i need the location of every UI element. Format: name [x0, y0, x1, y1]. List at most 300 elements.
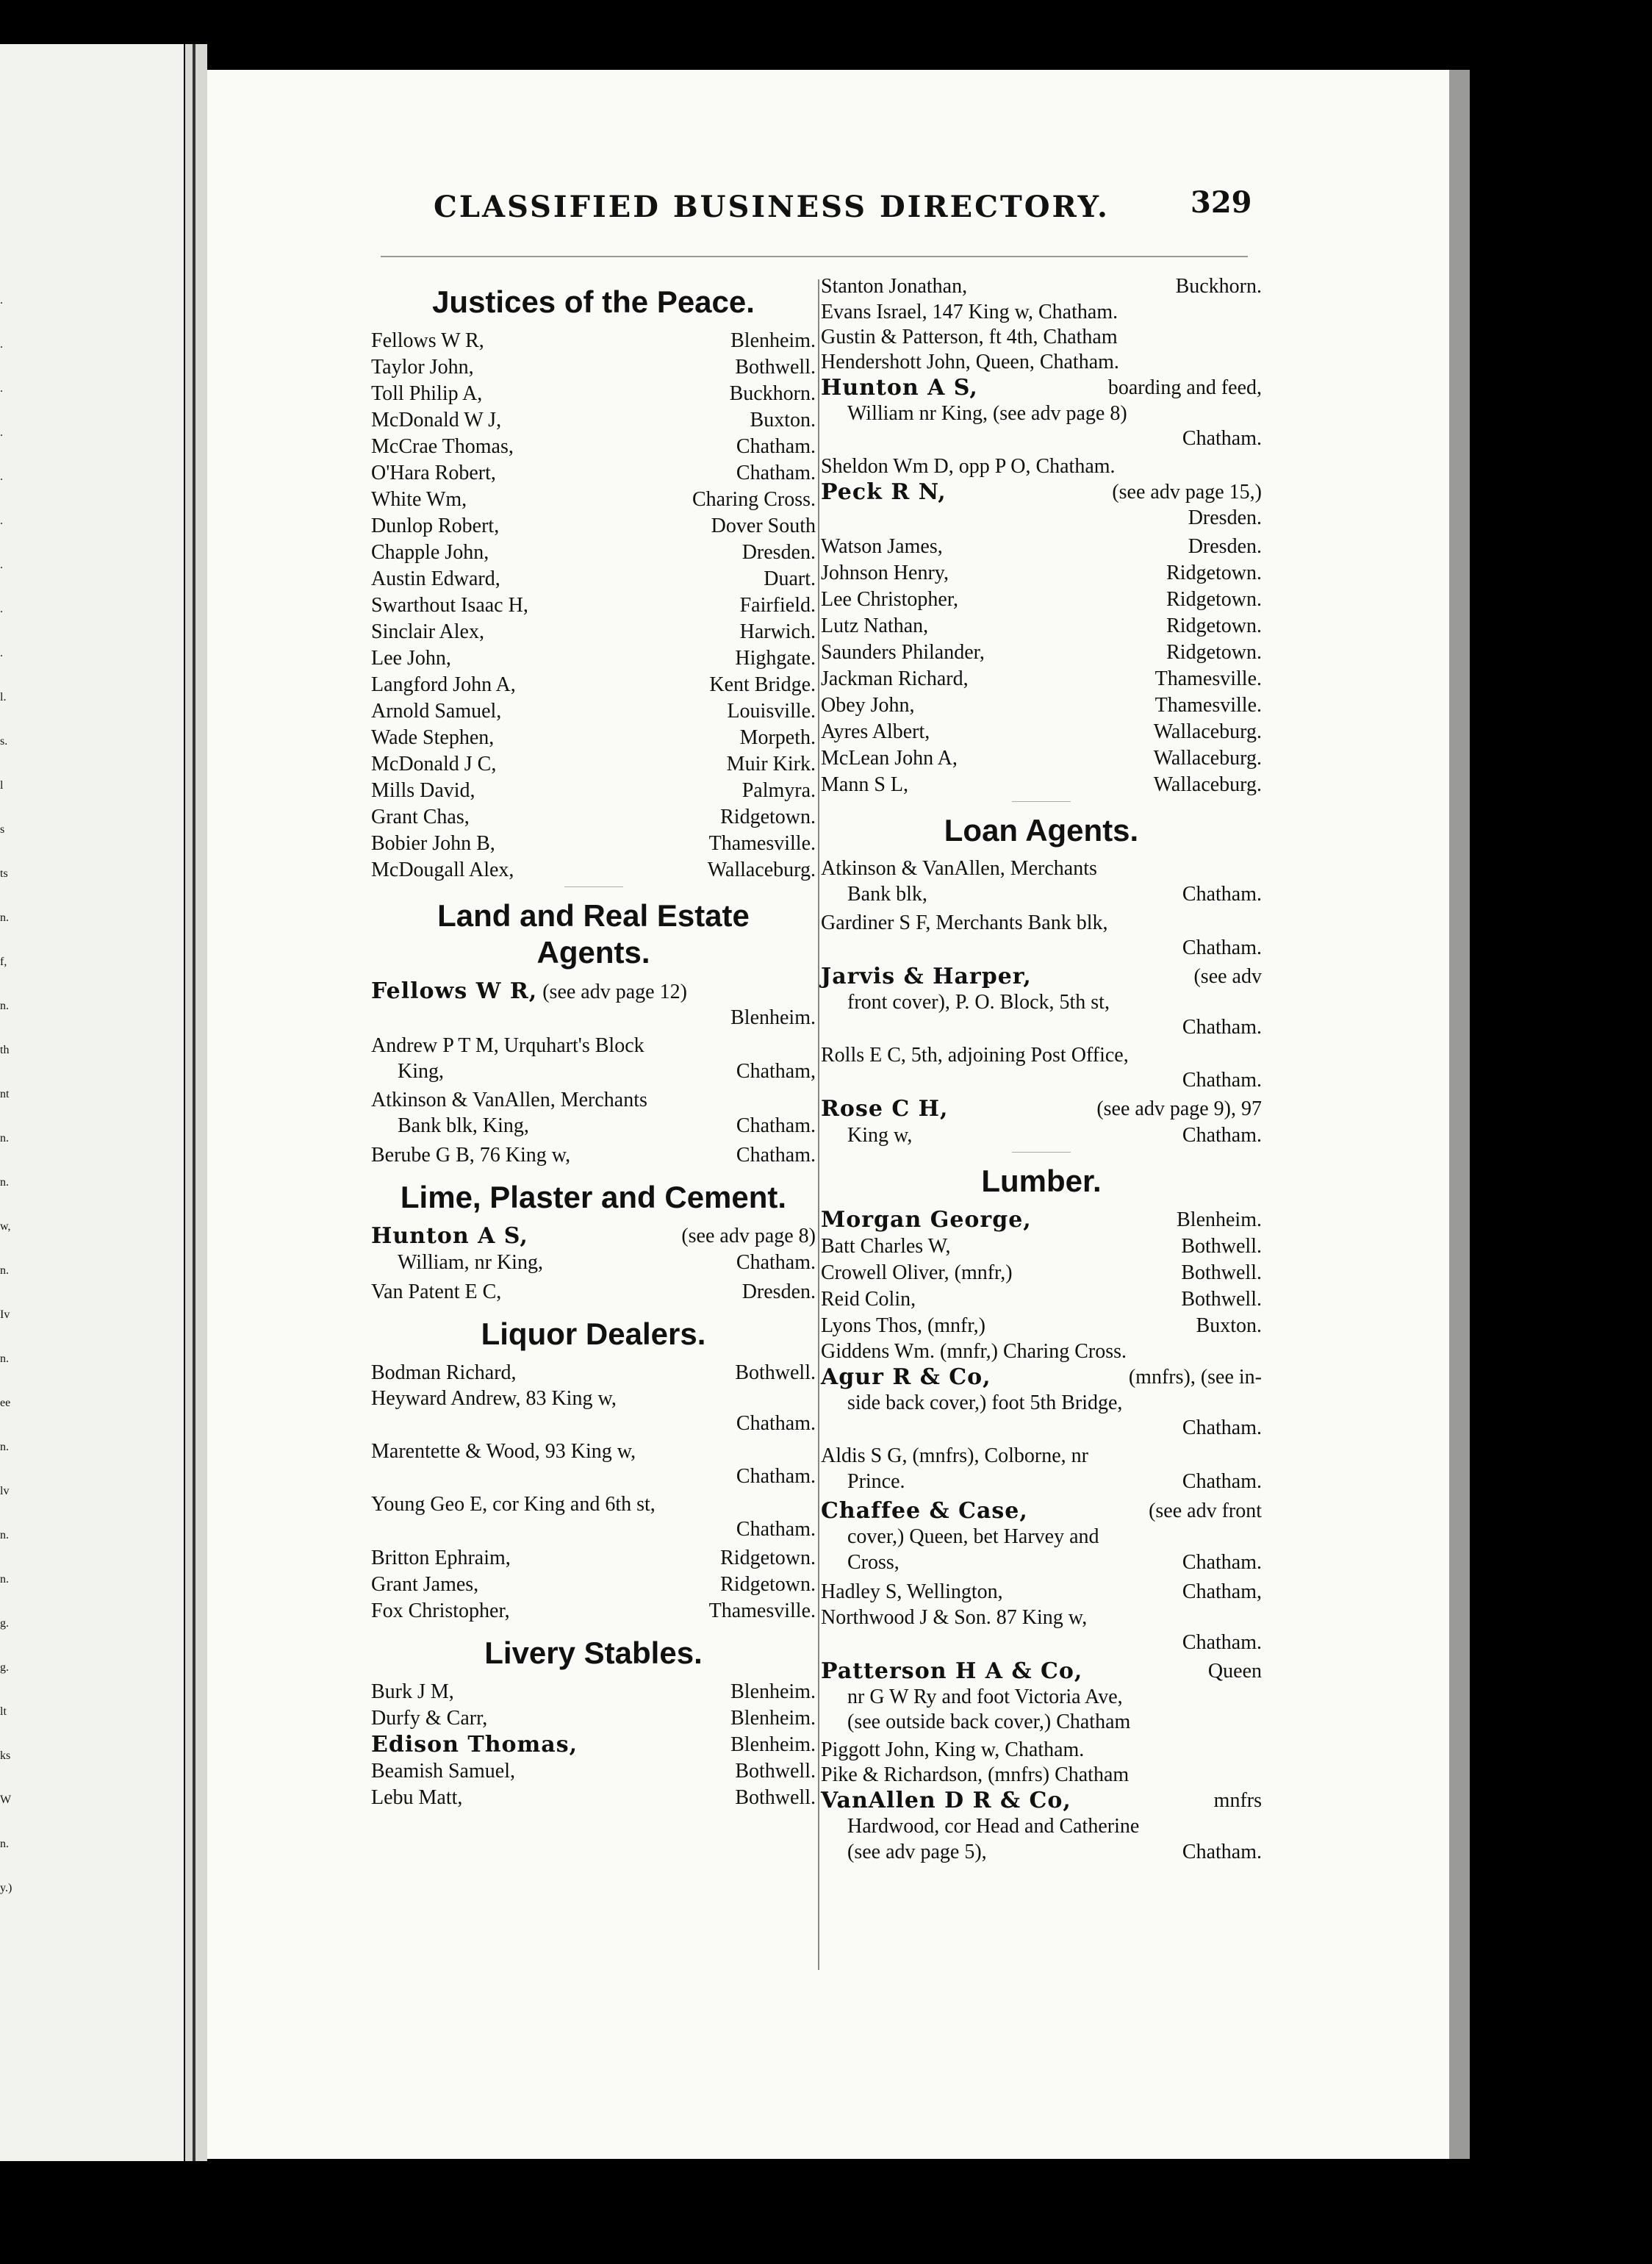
entry-name: Grant James, — [371, 1573, 479, 1596]
list-item — [371, 540, 816, 566]
margin-fragment: l. — [0, 691, 7, 703]
entry-place: Chatham. — [1182, 936, 1262, 959]
margin-fragment: . — [0, 647, 3, 659]
entry-name: Grant Chas, — [371, 806, 470, 828]
section-title-land-line2: Agents. — [536, 935, 650, 970]
entry-atkinson — [371, 1088, 816, 1139]
entry-rose — [821, 1096, 1262, 1149]
page-number: 329 — [1190, 185, 1252, 220]
entry-line: Heyward Andrew, 83 King w, — [371, 1387, 617, 1410]
lumber-list — [821, 1233, 1262, 1339]
entry-name: Lyons Thos, (mnfr,) — [821, 1314, 985, 1337]
entry-hunton-livery — [821, 375, 1262, 451]
margin-fragment: s. — [0, 735, 8, 748]
margin-fragment: g. — [0, 1661, 9, 1674]
entry-line: Cross, — [847, 1551, 899, 1574]
entry-gardiner — [821, 911, 1262, 961]
entry-name: Saunders Philander, — [821, 641, 985, 664]
margin-fragment: . — [0, 559, 3, 571]
list-item — [371, 1785, 816, 1811]
entry-name: Austin Edward, — [371, 567, 500, 590]
list-item — [821, 560, 1262, 587]
entry-line: King w, — [847, 1124, 913, 1147]
margin-fragment: n. — [0, 1176, 9, 1189]
list-item — [371, 645, 816, 672]
entry-berube — [371, 1142, 816, 1169]
entry-name: Ayres Albert, — [821, 720, 930, 743]
margin-fragment: Iv — [0, 1308, 10, 1321]
entry-place: Dover South — [711, 515, 816, 537]
entry-place: Dresden. — [741, 541, 816, 564]
margin-fragment: n. — [0, 1529, 9, 1541]
entry-name: Toll Philip A, — [371, 382, 483, 405]
entry-place: Chatham. — [1182, 1124, 1262, 1147]
list-item — [821, 745, 1262, 772]
entry-place: Chatham. — [736, 1465, 816, 1488]
entry-place: Chatham. — [1182, 427, 1262, 450]
margin-fragment: n. — [0, 1573, 9, 1586]
margin-fragment: . — [0, 603, 3, 615]
entry-line: side back cover,) foot 5th Bridge, — [847, 1391, 1123, 1414]
entry-name: Lee John, — [371, 647, 451, 670]
entry-place: Chatham. — [736, 462, 816, 484]
short-rule — [1012, 801, 1071, 802]
entry-heyward — [371, 1386, 816, 1436]
entry-jarvis — [821, 964, 1262, 1040]
margin-fragment: n. — [0, 1264, 9, 1277]
margin-fragment: ee — [0, 1397, 11, 1409]
entry-place: Thamesville. — [708, 1600, 816, 1622]
entry-name: Chapple John, — [371, 541, 489, 564]
list-item — [371, 328, 816, 354]
book-spine — [185, 44, 207, 2161]
margin-fragment: . — [0, 338, 3, 351]
entry-place: Wallaceburg. — [1153, 773, 1262, 796]
entry-place: Buckhorn. — [1175, 275, 1262, 298]
list-item — [371, 831, 816, 857]
entry-name: Lee Christopher, — [821, 588, 959, 611]
entry-place: Fairfield. — [739, 594, 816, 617]
entry-andrew — [371, 1034, 816, 1085]
list-item — [821, 719, 1262, 745]
entry-name: Durfy & Carr, — [371, 1707, 488, 1730]
entry-place: Buxton. — [1196, 1314, 1262, 1337]
justices-list — [371, 328, 816, 884]
entry-note: (see adv page 12) — [542, 981, 687, 1003]
entry-place: Chatham, — [736, 1060, 816, 1083]
list-item — [821, 692, 1262, 719]
entry-giddens: Giddens Wm. (mnfr,) Charing Cross. — [821, 1340, 1127, 1363]
entry-place: Chatham. — [736, 1114, 816, 1137]
entry-piggott: Piggott John, King w, Chatham. — [821, 1738, 1085, 1761]
entry-place: Bothwell. — [735, 356, 816, 379]
entry-place: Ridgetown. — [720, 806, 816, 828]
list-item — [371, 354, 816, 381]
entry-place: Kent Bridge. — [709, 673, 816, 696]
entry-place: Bothwell. — [735, 1361, 816, 1384]
list-item — [371, 1572, 816, 1598]
entry-patterson — [821, 1658, 1262, 1735]
entry-name: Stanton Jonathan, — [821, 275, 968, 298]
entry-agur — [821, 1364, 1262, 1441]
list-item — [821, 1313, 1262, 1339]
entry-name: Taylor John, — [371, 356, 474, 379]
entry-place: Chatham, — [1182, 1580, 1262, 1603]
entry-place: Duart. — [764, 567, 816, 590]
entry-place: Chatham. — [1182, 1416, 1262, 1439]
entry-fellows — [371, 978, 816, 1031]
section-title-justices: Justices of the Peace. — [432, 284, 755, 319]
list-item — [371, 381, 816, 407]
list-item — [821, 772, 1262, 798]
entry-place: Chatham. — [736, 1144, 816, 1167]
short-rule — [564, 886, 623, 887]
entry-pike: Pike & Richardson, (mnfrs) Chatham — [821, 1763, 1130, 1786]
entry-chaffee — [821, 1498, 1262, 1576]
entry-name: Lebu Matt, — [371, 1786, 463, 1809]
margin-fragment: . — [0, 382, 3, 395]
section-title-land — [371, 898, 816, 971]
entry-name: Van Patent E C, — [371, 1280, 502, 1303]
header-rule — [381, 256, 1248, 257]
entry-name-bold: Hunton A S, — [821, 375, 978, 401]
entry-place: Wallaceburg. — [707, 859, 816, 881]
entry-name-bold: Chaffee & Case, — [821, 1498, 1028, 1524]
section-title-land-line1: Land and Real Estate — [437, 898, 750, 933]
entry-line: Atkinson & VanAllen, Merchants — [371, 1089, 647, 1111]
entry-place: Buxton. — [750, 409, 816, 431]
entry-place: Ridgetown. — [720, 1547, 816, 1569]
list-item — [821, 1286, 1262, 1313]
entry-vanallen — [821, 1788, 1262, 1866]
list-item — [371, 672, 816, 698]
entry-place: Wallaceburg. — [1153, 720, 1262, 743]
list-item — [821, 1260, 1262, 1286]
entry-place: Harwich. — [739, 620, 816, 643]
page-edge-stack — [1449, 70, 1470, 2159]
livery-list — [371, 1679, 816, 1732]
entry-name: Arnold Samuel, — [371, 700, 502, 723]
entry-note: (see adv page 9), 97 — [1096, 1097, 1262, 1120]
list-item — [371, 725, 816, 751]
entry-name: McLean John A, — [821, 747, 958, 770]
entry-place: Chatham. — [1182, 1841, 1262, 1863]
entry-name: Bobier John B, — [371, 832, 495, 855]
list-item — [371, 857, 816, 884]
margin-fragment: n. — [0, 1132, 9, 1144]
entry-name: Dunlop Robert, — [371, 515, 500, 537]
entry-name: Crowell Oliver, (mnfr,) — [821, 1261, 1013, 1284]
entry-line: Gardiner S F, Merchants Bank blk, — [821, 911, 1108, 934]
entry-line: Bank blk, — [847, 883, 927, 906]
list-item — [371, 1679, 816, 1705]
entry-name: Jackman Richard, — [821, 667, 969, 690]
entry-place: Dresden. — [1188, 535, 1262, 558]
list-item — [371, 804, 816, 831]
entry-note: (see adv page 15,) — [1112, 481, 1262, 504]
list-item — [371, 698, 816, 725]
list-item — [371, 566, 816, 592]
section-title-lime: Lime, Plaster and Cement. — [400, 1180, 787, 1214]
entry-place: Bothwell. — [1181, 1261, 1262, 1284]
list-item — [371, 778, 816, 804]
list-item — [821, 1233, 1262, 1260]
entry-place: Chatham. — [1182, 1631, 1262, 1654]
margin-fragment: l — [0, 779, 4, 792]
entry-name: Lutz Nathan, — [821, 615, 929, 637]
list-item — [371, 751, 816, 778]
entry-line: William, nr King, — [398, 1251, 543, 1274]
entry-line: Andrew P T M, Urquhart's Block — [371, 1034, 644, 1057]
entry-line: (see adv page 5), — [847, 1841, 987, 1863]
left-page-fragment — [0, 44, 184, 2161]
margin-fragment: f, — [0, 956, 7, 968]
margin-fragment: n. — [0, 1000, 9, 1012]
entry-line: Bank blk, King, — [398, 1114, 529, 1137]
entry-place: Thamesville. — [1154, 694, 1262, 717]
entry-name-bold: Edison Thomas, — [371, 1732, 578, 1758]
entry-name: Wade Stephen, — [371, 726, 495, 749]
list-item — [821, 666, 1262, 692]
entry-line: Prince. — [847, 1470, 905, 1493]
entry-place: Charing Cross. — [692, 488, 816, 511]
entry-name: Sinclair Alex, — [371, 620, 484, 643]
entry-morgan — [821, 1207, 1262, 1233]
margin-fragment: th — [0, 1044, 10, 1056]
entry-name: Berube G B, 76 King w, — [371, 1144, 571, 1167]
margin-fragment: y.) — [0, 1882, 12, 1894]
livery-list-cont — [371, 1758, 816, 1811]
list-item — [371, 1705, 816, 1732]
entry-place: Chatham. — [1182, 1069, 1262, 1092]
entry-name: Watson James, — [821, 535, 943, 558]
entry-edison — [371, 1732, 816, 1758]
column-divider — [818, 279, 819, 1970]
margin-fragment: ks — [0, 1749, 11, 1762]
entry-name: McDonald J C, — [371, 753, 497, 775]
list-item — [371, 1545, 816, 1572]
entry-note: Queen — [1207, 1660, 1262, 1683]
margin-fragment: n. — [0, 1353, 9, 1365]
entry-line: King, — [398, 1060, 444, 1083]
list-item — [821, 640, 1262, 666]
entry-place: Palmyra. — [741, 779, 816, 802]
entry-place: Ridgetown. — [1166, 562, 1262, 584]
entry-name: Fellows W R, — [371, 329, 484, 352]
entry-place: Muir Kirk. — [726, 753, 816, 775]
entry-name-bold: Hunton A S, — [371, 1223, 528, 1249]
entry-name-bold: Jarvis & Harper, — [821, 964, 1032, 989]
entry-name: Mann S L, — [821, 773, 908, 796]
entry-place: Highgate. — [735, 647, 816, 670]
entry-atkinson-loan — [821, 856, 1262, 908]
entry-place: Chatham. — [1182, 1551, 1262, 1574]
list-item — [821, 534, 1262, 560]
entry-line: Hardwood, cor Head and Catherine — [847, 1815, 1140, 1838]
entry-name-bold: Patterson H A & Co, — [821, 1658, 1083, 1684]
entry-line: Rolls E C, 5th, adjoining Post Office, — [821, 1044, 1129, 1067]
spine-binding-line — [193, 44, 195, 2161]
list-item — [371, 513, 816, 540]
entry-name: Burk J M, — [371, 1680, 454, 1703]
margin-fragment: n. — [0, 1838, 9, 1850]
entry-line: (see outside back cover,) Chatham — [847, 1710, 1131, 1733]
entry-place: Chatham. — [736, 435, 816, 458]
margin-fragment: n. — [0, 1441, 9, 1453]
entry-gustin: Gustin & Patterson, ft 4th, Chatham — [821, 326, 1118, 348]
entry-place: Ridgetown. — [1166, 588, 1262, 611]
entry-hendershott: Hendershott John, Queen, Chatham. — [821, 351, 1119, 373]
entry-name: Johnson Henry, — [821, 562, 949, 584]
margin-fragment: W — [0, 1794, 12, 1806]
margin-fragment: . — [0, 470, 3, 483]
entry-name: Reid Colin, — [821, 1288, 916, 1311]
entry-place: Chatham. — [1182, 1016, 1262, 1039]
entry-name: Mills David, — [371, 779, 475, 802]
entry-name: Bodman Richard, — [371, 1361, 517, 1384]
entry-name-bold: VanAllen D R & Co, — [821, 1788, 1071, 1813]
entry-place: Blenheim. — [730, 1733, 816, 1756]
entry-place: Buckhorn. — [729, 382, 816, 405]
section-title-loan: Loan Agents. — [944, 813, 1139, 848]
entry-place: Chatham. — [736, 1251, 816, 1274]
entry-place: Ridgetown. — [1166, 615, 1262, 637]
entry-line: Marentette & Wood, 93 King w, — [371, 1440, 636, 1463]
entry-place: Chatham. — [736, 1412, 816, 1435]
entry-place: Chatham. — [1182, 1470, 1262, 1493]
entry-place: Bothwell. — [1181, 1235, 1262, 1258]
right-column — [821, 273, 1262, 1869]
entry-evans: Evans Israel, 147 King w, Chatham. — [821, 301, 1118, 323]
entry-place: Blenheim. — [730, 329, 816, 352]
entry-place: Blenheim. — [1177, 1208, 1262, 1231]
list-item — [821, 613, 1262, 640]
entry-name-bold: Fellows W R, — [371, 978, 538, 1004]
entry-place: Dresden. — [1188, 506, 1262, 529]
list-item — [371, 434, 816, 460]
entry-name: Batt Charles W, — [821, 1235, 951, 1258]
entry-marentette — [371, 1439, 816, 1489]
entry-place: Ridgetown. — [720, 1573, 816, 1596]
entry-note: (see adv front — [1149, 1500, 1262, 1522]
left-column — [371, 273, 816, 1811]
margin-fragment: ts — [0, 867, 8, 880]
entry-name: White Wm, — [371, 488, 467, 511]
entry-place: Blenheim. — [730, 1006, 816, 1029]
margin-fragment: s — [0, 823, 5, 836]
entry-place: Dresden. — [741, 1280, 816, 1303]
section-title-liquor: Liquor Dealers. — [481, 1317, 706, 1351]
entry-place: Blenheim. — [730, 1707, 816, 1730]
list-item — [371, 1758, 816, 1785]
entry-name-bold: Agur R & Co, — [821, 1364, 991, 1390]
margin-fragment: g. — [0, 1617, 9, 1630]
entry-place: Bothwell. — [1181, 1288, 1262, 1311]
entry-young — [371, 1492, 816, 1542]
section-title-livery: Livery Stables. — [484, 1636, 703, 1670]
entry-name: McDonald W J, — [371, 409, 502, 431]
entry-place: Ridgetown. — [1166, 641, 1262, 664]
entry-name: Hadley S, Wellington, — [821, 1580, 1003, 1603]
entry-note: (see adv page 8) — [681, 1225, 816, 1247]
entry-place: Morpeth. — [739, 726, 816, 749]
entry-line: front cover), P. O. Block, 5th st, — [847, 991, 1110, 1014]
entry-name-bold: Rose C H, — [821, 1096, 949, 1122]
entry-name-bold: Morgan George, — [821, 1207, 1032, 1233]
entry-note: boarding and feed, — [1107, 376, 1262, 399]
list-item — [371, 592, 816, 619]
entry-name: Fox Christopher, — [371, 1600, 510, 1622]
entry-hunton — [371, 1223, 816, 1276]
entry-note: (mnfrs), (see in- — [1128, 1366, 1262, 1389]
entry-line: Young Geo E, cor King and 6th st, — [371, 1493, 656, 1516]
entry-line: William nr King, (see adv page 8) — [847, 402, 1127, 425]
entry-sheldon: Sheldon Wm D, opp P O, Chatham. — [821, 455, 1116, 478]
entry-note: mnfrs — [1213, 1789, 1262, 1812]
list-item — [371, 487, 816, 513]
liquor-list — [371, 1545, 816, 1624]
entry-place: Chatham. — [1182, 883, 1262, 906]
entry-place: Bothwell. — [735, 1786, 816, 1809]
entry-line: Aldis S G, (mnfrs), Colborne, nr — [821, 1444, 1088, 1467]
margin-fragment: lt — [0, 1705, 7, 1718]
entry-name-bold: Peck R N, — [821, 479, 947, 505]
entry-line: cover,) Queen, bet Harvey and — [847, 1525, 1099, 1548]
page-header: CLASSIFIED BUSINESS DIRECTORY. — [434, 190, 1110, 224]
entry-name: Beamish Samuel, — [371, 1760, 515, 1783]
entry-peck — [821, 479, 1262, 531]
entry-place: Wallaceburg. — [1153, 747, 1262, 770]
entry-place: Thamesville. — [708, 832, 816, 855]
entry-name: McDougall Alex, — [371, 859, 514, 881]
entry-line: Northwood J & Son. 87 King w, — [821, 1606, 1088, 1629]
margin-fragment: nt — [0, 1088, 10, 1100]
entry-bodman — [371, 1360, 816, 1386]
entry-name: O'Hara Robert, — [371, 462, 496, 484]
list-item — [371, 1598, 816, 1624]
margin-fragment: w, — [0, 1220, 11, 1233]
entry-line: nr G W Ry and foot Victoria Ave, — [847, 1686, 1123, 1708]
margin-fragment: n. — [0, 911, 9, 924]
entry-place: Thamesville. — [1154, 667, 1262, 690]
livery-cont-list — [821, 534, 1262, 798]
short-rule — [1012, 1152, 1071, 1153]
list-item — [371, 407, 816, 434]
entry-rolls — [821, 1043, 1262, 1093]
margin-fragment: lv — [0, 1485, 10, 1497]
entry-place: Blenheim. — [730, 1680, 816, 1703]
list-item — [371, 619, 816, 645]
entry-aldis — [821, 1444, 1262, 1495]
entry-stanton — [821, 273, 1262, 300]
entry-name: Britton Ephraim, — [371, 1547, 511, 1569]
margin-fragment: . — [0, 294, 3, 307]
entry-place: Bothwell. — [735, 1760, 816, 1783]
entry-northwood — [821, 1605, 1262, 1655]
entry-place: Chatham. — [736, 1518, 816, 1541]
entry-name: Langford John A, — [371, 673, 516, 696]
entry-hadley — [821, 1579, 1262, 1605]
list-item — [821, 587, 1262, 613]
margin-fragment: . — [0, 515, 3, 527]
entry-place: Louisville. — [727, 700, 816, 723]
entry-name: McCrae Thomas, — [371, 435, 514, 458]
entry-line: Atkinson & VanAllen, Merchants — [821, 857, 1097, 880]
entry-name: Obey John, — [821, 694, 915, 717]
entry-name: Swarthout Isaac H, — [371, 594, 528, 617]
entry-note: (see adv — [1193, 965, 1262, 988]
entry-vanpatent — [371, 1279, 816, 1305]
